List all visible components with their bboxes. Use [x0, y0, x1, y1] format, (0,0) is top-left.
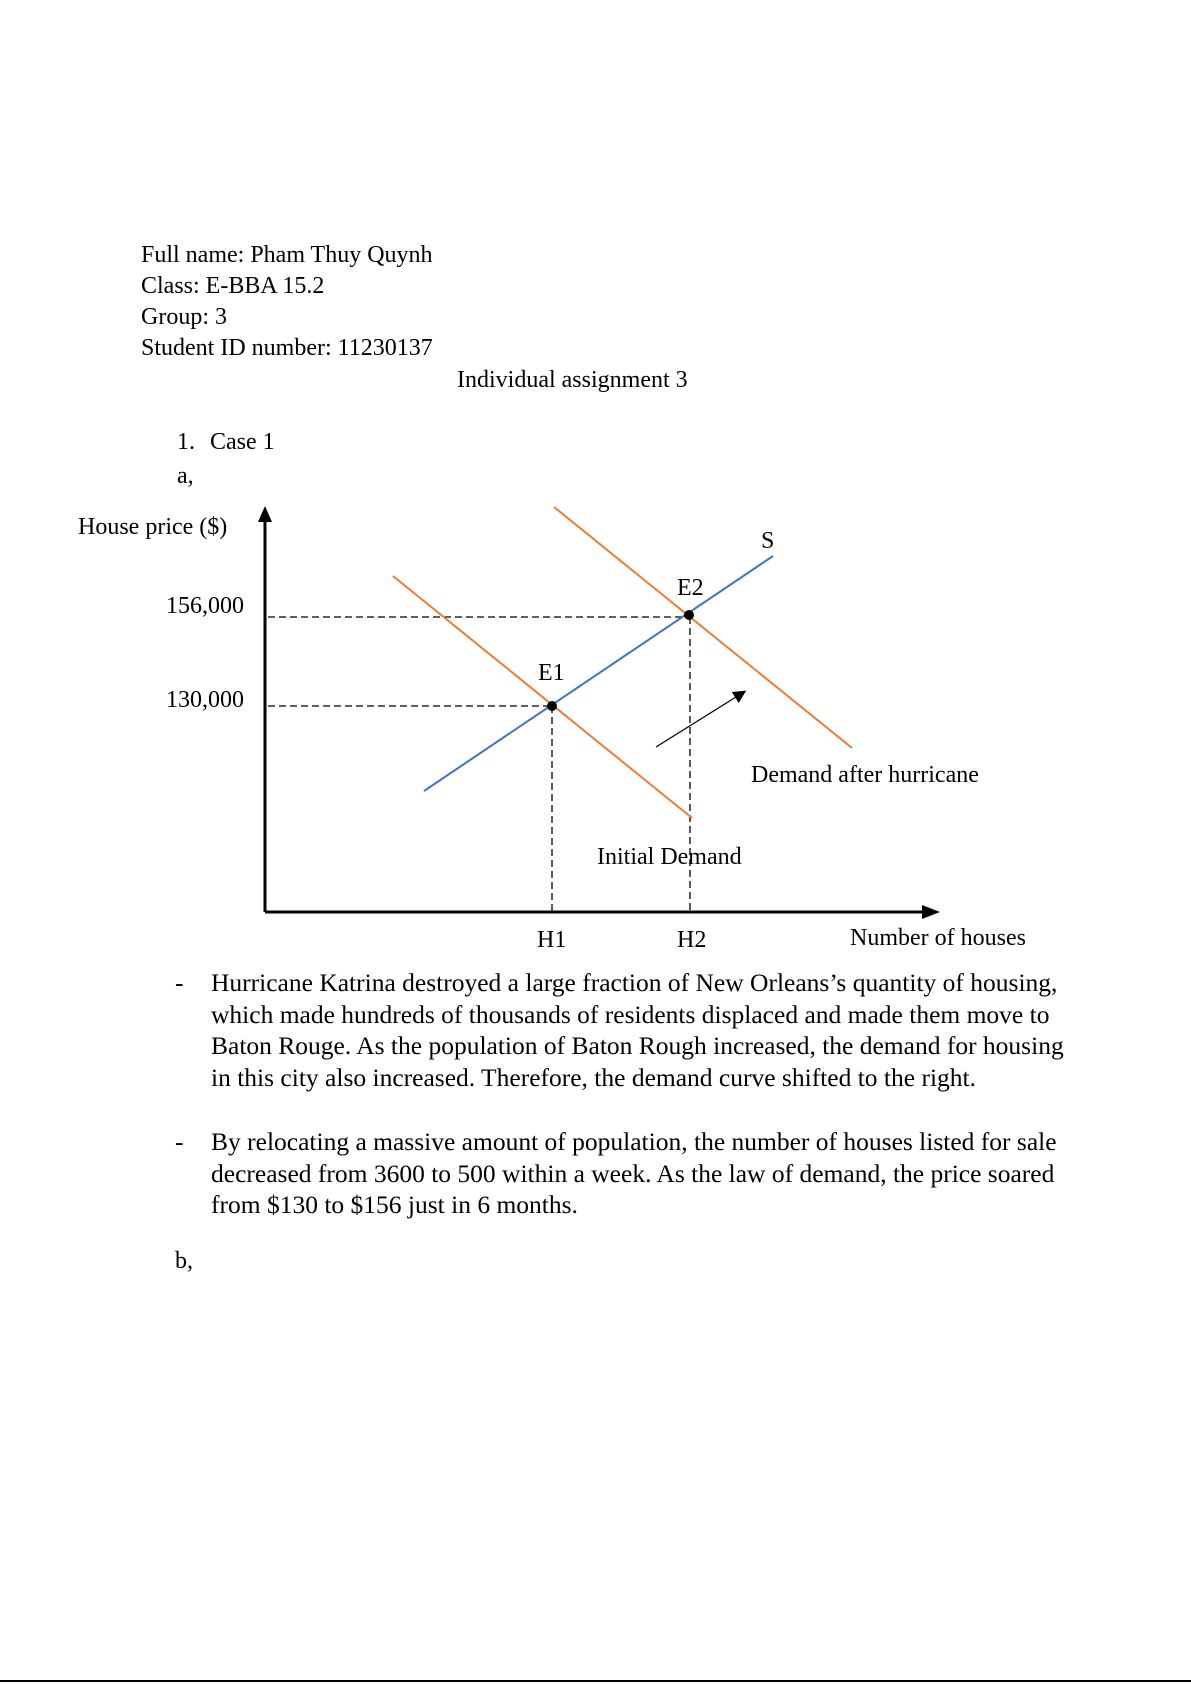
- part-b-label: b,: [175, 1248, 193, 1274]
- supply-curve: [424, 556, 773, 791]
- shift-arrow: [656, 692, 744, 747]
- bullet-marker-2: -: [175, 1127, 184, 1156]
- section-number: 1.: [177, 429, 195, 455]
- initial-demand-label: Initial Demand: [597, 844, 742, 870]
- class-line: Class: E-BBA 15.2: [141, 273, 325, 299]
- student-id-line: Student ID number: 11230137: [141, 335, 433, 361]
- bullet-marker-1: -: [175, 968, 184, 997]
- supply-label: S: [761, 528, 775, 554]
- x-axis-arrowhead: [922, 905, 940, 919]
- demand-after-hurricane-label: Demand after hurricane: [751, 762, 979, 788]
- page-bottom-rule: [0, 1680, 1191, 1682]
- x-tick-h2: H2: [677, 927, 707, 953]
- equilibrium-point-e2: [684, 610, 694, 620]
- y-tick-156000: 156,000: [166, 593, 244, 619]
- y-axis-arrowhead: [258, 506, 272, 522]
- y-tick-130000: 130,000: [166, 687, 244, 713]
- x-axis-label: Number of houses: [850, 925, 1026, 951]
- assignment-title: Individual assignment 3: [457, 367, 688, 393]
- x-tick-h1: H1: [537, 927, 567, 953]
- y-axis-label: House price ($): [78, 514, 228, 540]
- part-a-label: a,: [177, 463, 194, 489]
- bullet-paragraph-1: Hurricane Katrina destroyed a large fraction of New Orleans’s quantity of housing, which made hundreds of thousands of residents displaced and made them move to Baton Rouge. As the population of Baton Rough increased, the demand for housing in this city also increased. Therefore, the demand curve shifted to the right.: [211, 968, 1064, 1092]
- e1-label: E1: [538, 660, 565, 686]
- equilibrium-point-e1: [547, 701, 557, 711]
- group-line: Group: 3: [141, 304, 227, 330]
- demand-after-hurricane-curve: [554, 507, 852, 748]
- bullet-paragraph-2: By relocating a massive amount of population, the number of houses listed for sale decreased from 3600 to 500 within a week. As the law of demand, the price soared from $130 to $156 just in 6 months.: [211, 1127, 1057, 1219]
- e2-label: E2: [677, 575, 704, 601]
- full-name-line: Full name: Pham Thuy Quynh: [141, 242, 433, 268]
- section-label: Case 1: [210, 429, 275, 455]
